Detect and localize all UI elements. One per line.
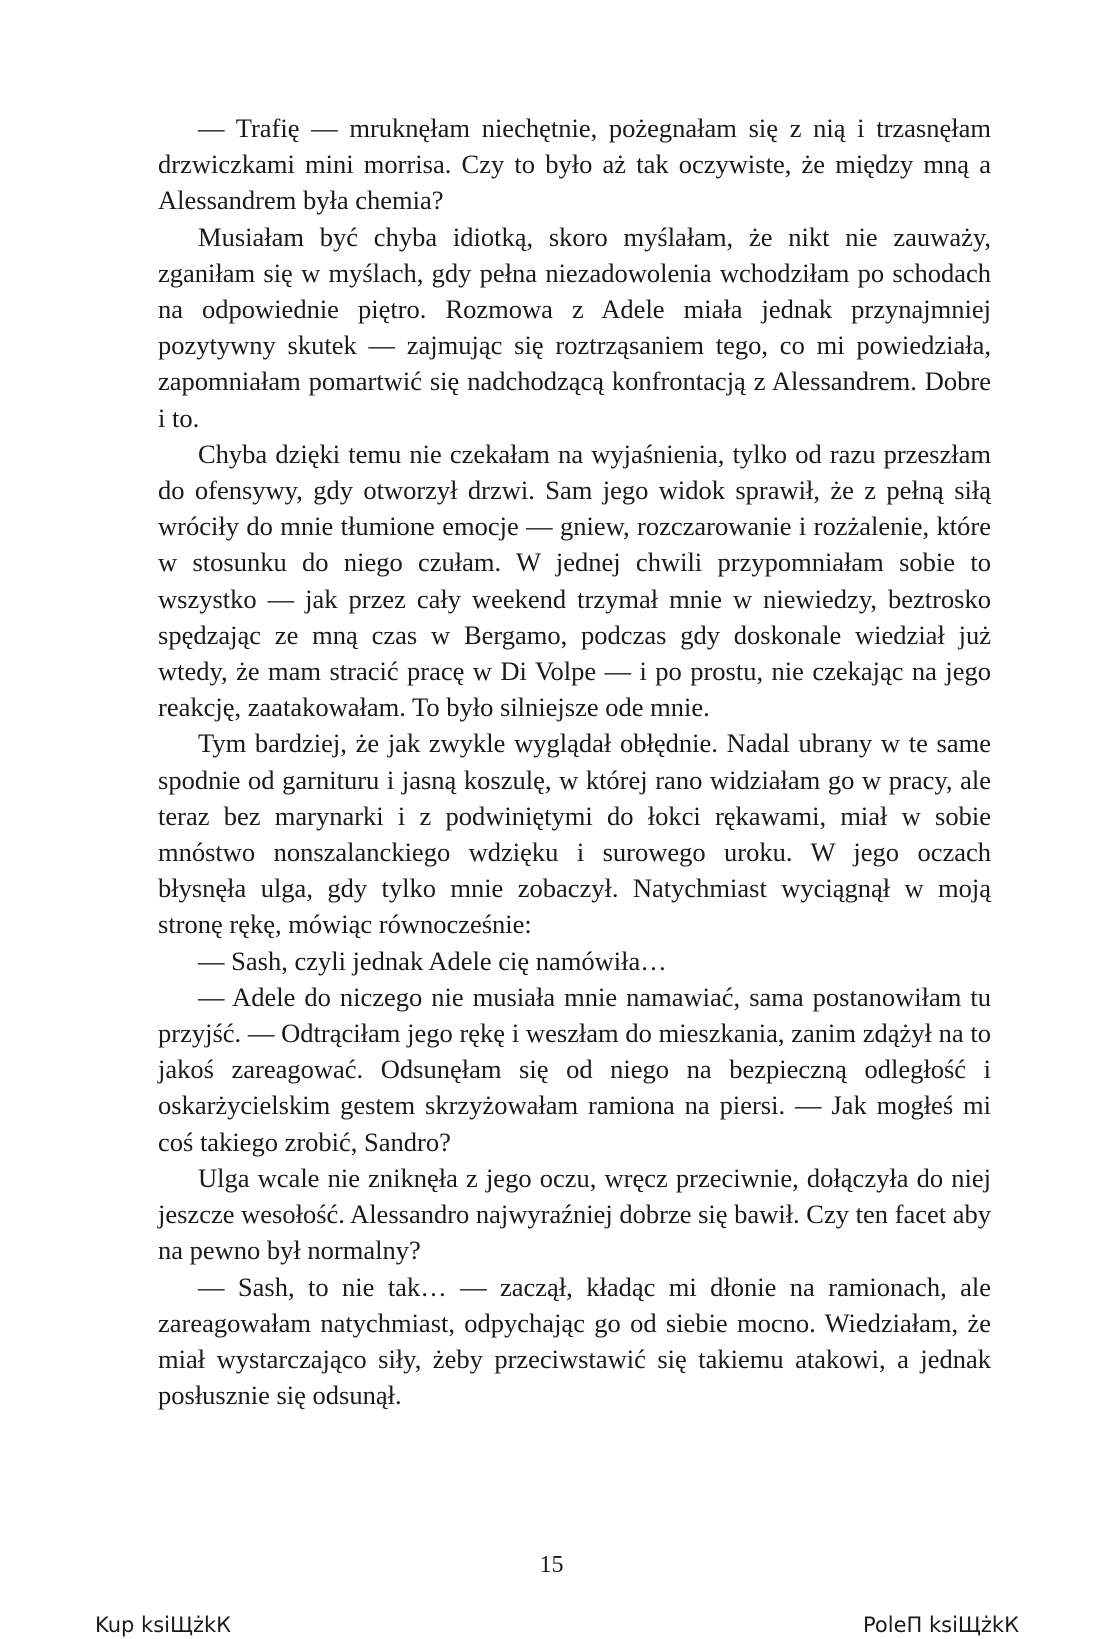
recommend-book-link[interactable]: PoleП ksiЩżkК (863, 1613, 1019, 1637)
page-number: 15 (539, 1552, 564, 1578)
paragraph: Musiałam być chyba idiotką, skoro myślałam, że nikt nie zauważy, zganiłam się w myślach, gdy pełna niezadowolenia wchodziłam po schodach na odpowiednie piętro. Rozmowa z Adele miała jednak przynajmniej pozytywny skutek — zajmując się roztrząsaniem tego, co mi powiedziała, zapomniałam pomartwić się nadchodzącą konfrontacją z Alessandrem. Dobre i to. (158, 221, 991, 433)
paragraph: — Sash, czyli jednak Adele cię namówiła… (198, 945, 667, 976)
paragraph: Chyba dzięki temu nie czekałam na wyjaśnienia, tylko od razu przeszłam do ofensywy, gdy otworzył drzwi. Sam jego widok sprawił, że z pełną siłą wróciły do mnie tłumione emocje — gniew, rozczarowanie i rozżalenie, które w stosunku do niego czułam. W jednej chwili przypomniałam sobie to wszystko — jak przez cały weekend trzymał mnie w niewiedzy, beztrosko spędzając ze mną czas w Bergamo, podczas gdy doskonale wiedział już wtedy, że mam stracić pracę w Di Volpe — i po prostu, nie czekając na jego reakcję, zaatakowałam. To było silniejsze ode mnie. (158, 438, 991, 723)
buy-book-link[interactable]: Kup ksiЩżkК (95, 1613, 232, 1637)
paragraph: Tym bardziej, że jak zwykle wyglądał obłędnie. Nadal ubrany w te same spodnie od garnituru i jasną koszulę, w której rano widziałam go w pracy, ale teraz bez marynarki i z podwiniętymi do łokci rękawami, miał w sobie mnóstwo nonszalanckiego wdzięku i surowego uroku. W jego oczach błysnęła ulga, gdy tylko mnie zobaczył. Natychmiast wyciągnął w moją stronę rękę, mówiąc równocześnie: (158, 728, 991, 940)
body-text (158, 110, 991, 1413)
paragraph: — Trafię — mruknęłam niechętnie, pożegnałam się z nią i trzasnęłam drzwiczkami mini morrisa. Czy to było aż tak oczywiste, że między mną a Alessandrem była chemia? (158, 113, 991, 216)
paragraph: — Sash, to nie tak… — zaczął, kładąc mi dłonie na ramionach, ale zareagowałam natychmiast, odpychając go od siebie mocno. Wiedziałam, że miał wystarczająco siły, żeby przeciwstawić się takiemu atakowi, a jednak posłusznie się odsunął. (158, 1271, 991, 1411)
paragraph: — Adele do niczego nie musiała mnie namawiać, sama postanowiłam tu przyjść. — Odtrąciłam jego rękę i weszłam do mieszkania, zanim zdążył na to jakoś zareagować. Odsunęłam się od niego na bezpieczną odległość i oskarżycielskim gestem skrzyżowałam ramiona na piersi. — Jak mogłeś mi coś takiego zrobić, Sandro? (158, 981, 991, 1157)
paragraph: Ulga wcale nie zniknęła z jego oczu, wręcz przeciwnie, dołączyła do niej jeszcze wesołość. Alessandro najwyraźniej dobrze się bawił. Czy ten facet aby na pewno był normalny? (158, 1162, 991, 1266)
